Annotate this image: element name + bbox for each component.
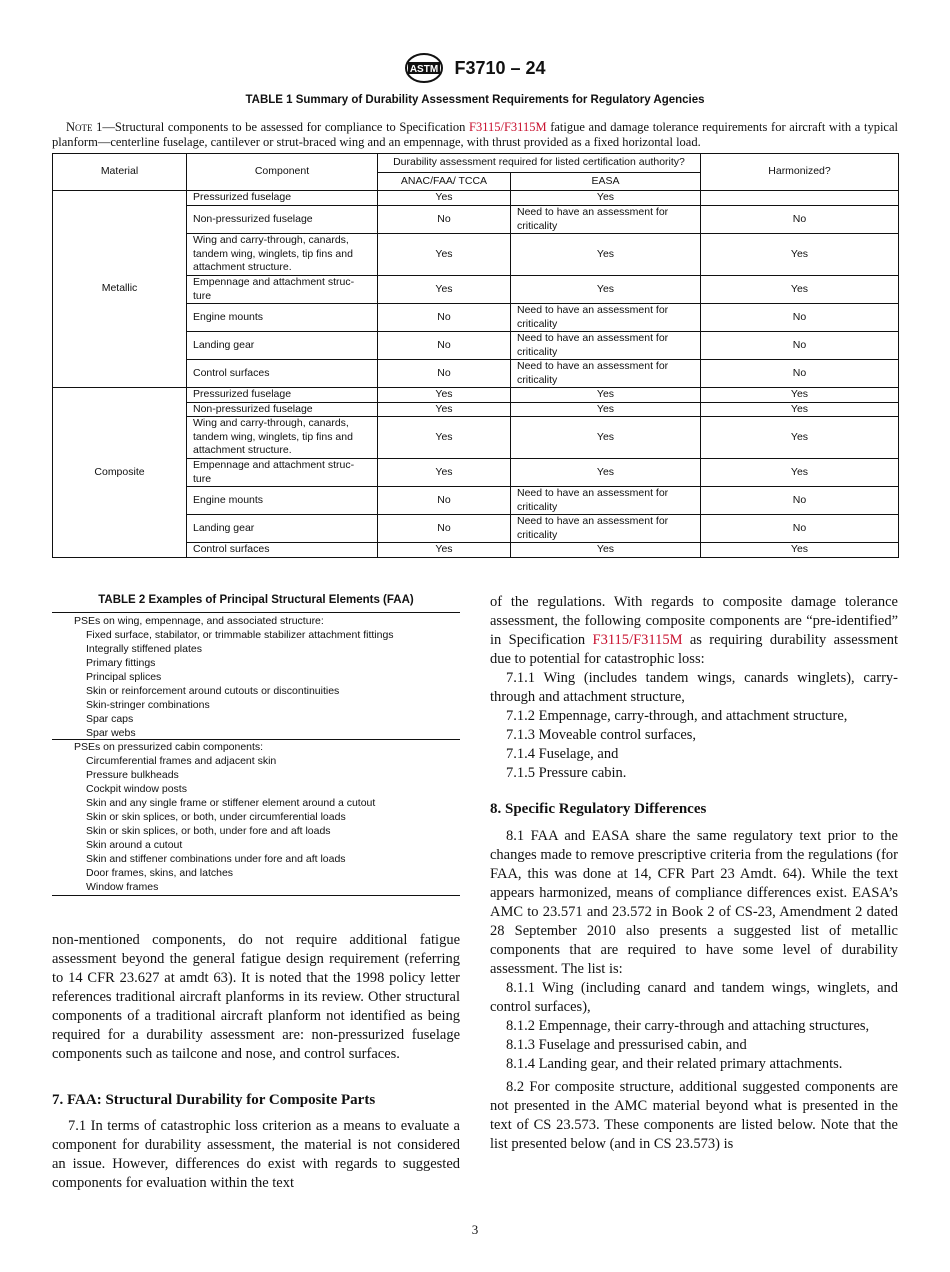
easa-cell: Need to have an assessment for criticality bbox=[511, 487, 701, 515]
paragraph: 7.1 In terms of catastrophic loss criterion as a means to evaluate a component for durability assessment, the material is not considered an issue. However, differences do exist with regards to suggested components for evaluation within the text bbox=[52, 1118, 460, 1191]
component-cell: Engine mounts bbox=[187, 487, 378, 515]
component-cell: Control surfaces bbox=[187, 543, 378, 558]
material-cell: Metallic bbox=[53, 191, 187, 388]
list-item: Primary fittings bbox=[86, 657, 156, 669]
easa-cell: Yes bbox=[511, 234, 701, 276]
faa-cell: Yes bbox=[378, 234, 511, 276]
list-item: Pressure bulkheads bbox=[86, 769, 179, 781]
list-item: Spar webs bbox=[86, 727, 136, 739]
harmonized-cell: Yes bbox=[701, 417, 899, 459]
component-cell: Wing and carry-through, canards, tandem wing, winglets, tip fins and attachment structure. bbox=[187, 417, 378, 459]
faa-cell: Yes bbox=[378, 543, 511, 558]
paragraph: non-mentioned components, do not require additional fatigue assessment beyond the general fatigue design requirement (referring to 14 CFR 23.627 at amdt 63). It is noted that the 1998 policy letter references traditional aircraft planforms in its review. Other structural components of a traditional aircraft planform not identified as being required for a durability assessment are: non-pressurized fuselage components such as tailcone and nose, and control surfaces. bbox=[52, 932, 460, 1062]
component-cell: Empennage and attachment struc-ture bbox=[187, 276, 378, 304]
right-column-top bbox=[490, 593, 898, 783]
list-item: 7.1.5 Pressure cabin. bbox=[506, 765, 627, 781]
faa-cell: Yes bbox=[378, 388, 511, 403]
note-text-before: —Structural components to be assessed for compliance to Specification bbox=[102, 120, 469, 134]
harmonized-cell: No bbox=[701, 515, 899, 543]
list-item: 7.1.2 Empennage, carry-through, and attachment structure, bbox=[506, 708, 848, 724]
table2-title: TABLE 2 Examples of Principal Structural Elements (FAA) bbox=[98, 594, 414, 606]
faa-cell: No bbox=[378, 304, 511, 332]
list-item: Skin around a cutout bbox=[86, 839, 183, 851]
list-item: 8.1.1 Wing (including canard and tandem wings, winglets, and control surfaces), bbox=[490, 980, 898, 1015]
table2-top-rule bbox=[52, 612, 460, 613]
component-cell: Non-pressurized fuselage bbox=[187, 402, 378, 417]
component-cell: Control surfaces bbox=[187, 360, 378, 388]
header-harmonized: Harmonized? bbox=[701, 154, 899, 191]
table2-section-heading: PSEs on wing, empennage, and associated structure: bbox=[74, 615, 324, 627]
header-easa: EASA bbox=[511, 173, 701, 191]
paragraph: 8.1 FAA and EASA share the same regulatory text prior to the changes made to remove prescriptive criteria from the regulations (for FAA, this was done at 14, CFR Part 23 Amdt. 64). While the text appears harmonized, means of compliance differences exist. EASA’s AMC to 23.571 and 23.572 in Book 2 of CS-23, Amendment 2 dated 28 September 2010 also presents a suggested list of metallic components that are required to have some level of durability assessment. The list is: bbox=[490, 828, 898, 977]
table2-section-wing bbox=[52, 614, 460, 740]
table-row bbox=[53, 191, 899, 206]
left-column-para71 bbox=[52, 1117, 460, 1193]
component-cell: Non-pressurized fuselage bbox=[187, 206, 378, 234]
list-item: Principal splices bbox=[86, 671, 162, 683]
easa-cell: Yes bbox=[511, 402, 701, 417]
svg-text:ASTM: ASTM bbox=[410, 64, 439, 75]
component-cell: Pressurized fuselage bbox=[187, 388, 378, 403]
list-item: Skin and any single frame or stiffener element around a cutout bbox=[86, 797, 376, 809]
left-column-para1 bbox=[52, 931, 460, 1064]
table1-title: TABLE 1 Summary of Durability Assessment Requirements for Regulatory Agencies bbox=[245, 94, 705, 106]
page-header bbox=[0, 52, 950, 84]
material-cell: Composite bbox=[53, 388, 187, 558]
faa-cell: Yes bbox=[378, 402, 511, 417]
component-cell: Engine mounts bbox=[187, 304, 378, 332]
faa-cell: Yes bbox=[378, 276, 511, 304]
harmonized-cell: Yes bbox=[701, 234, 899, 276]
harmonized-cell: Yes bbox=[701, 388, 899, 403]
spec-link[interactable]: F3115/F3115M bbox=[592, 632, 683, 648]
list-item: Circumferential frames and adjacent skin bbox=[86, 755, 277, 767]
faa-cell: Yes bbox=[378, 459, 511, 487]
harmonized-cell: No bbox=[701, 360, 899, 388]
list-item: Skin or skin splices, or both, under circumferential loads bbox=[86, 811, 346, 823]
component-cell: Landing gear bbox=[187, 332, 378, 360]
table-row bbox=[53, 388, 899, 403]
list-item: 7.1.1 Wing (includes tandem wings, canards winglets), carry-through and attachment structure, bbox=[490, 670, 898, 705]
easa-cell: Yes bbox=[511, 459, 701, 487]
easa-cell: Need to have an assessment for criticality bbox=[511, 515, 701, 543]
harmonized-cell: No bbox=[701, 487, 899, 515]
table2-bottom-rule bbox=[52, 895, 460, 896]
harmonized-cell: Yes bbox=[701, 402, 899, 417]
table2-section-cabin bbox=[52, 740, 460, 894]
easa-cell: Yes bbox=[511, 276, 701, 304]
list-item: Cockpit window posts bbox=[86, 783, 187, 795]
paragraph: 8.2 For composite structure, additional suggested components are not presented in the AMC material beyond what is presented in the text of CS 23.573. These components are listed below. Note that the list presented below (and in CS 23.573) is bbox=[490, 1079, 898, 1152]
easa-cell: Yes bbox=[511, 388, 701, 403]
harmonized-cell: No bbox=[701, 206, 899, 234]
harmonized-cell: No bbox=[701, 304, 899, 332]
section8-heading: 8. Specific Regulatory Differences bbox=[490, 801, 707, 817]
table2-section-heading: PSEs on pressurized cabin components: bbox=[74, 741, 264, 753]
list-item: 8.1.3 Fuselage and pressurised cabin, and bbox=[506, 1037, 747, 1053]
list-item: Door frames, skins, and latches bbox=[86, 867, 234, 879]
header-material: Material bbox=[53, 154, 187, 191]
list-item: Skin-stringer combinations bbox=[86, 699, 210, 711]
easa-cell: Yes bbox=[511, 543, 701, 558]
easa-cell: Need to have an assessment for criticality bbox=[511, 304, 701, 332]
note-spec-link[interactable]: F3115/F3115M bbox=[469, 120, 547, 134]
component-cell: Empennage and attachment struc-ture bbox=[187, 459, 378, 487]
header-group: Durability assessment required for listed certification authority? bbox=[378, 154, 701, 173]
easa-cell: Need to have an assessment for criticality bbox=[511, 206, 701, 234]
list-item: Skin and stiffener combinations under fore and aft loads bbox=[86, 853, 346, 865]
list-item: Spar caps bbox=[86, 713, 134, 725]
paragraph bbox=[490, 593, 898, 669]
harmonized-cell: Yes bbox=[701, 543, 899, 558]
faa-cell: No bbox=[378, 332, 511, 360]
list-item: Window frames bbox=[86, 881, 159, 893]
header-faa: ANAC/FAA/ TCCA bbox=[378, 173, 511, 191]
table1-note bbox=[52, 120, 898, 150]
faa-cell: No bbox=[378, 487, 511, 515]
header-component: Component bbox=[187, 154, 378, 191]
list-item: 8.1.4 Landing gear, and their related primary attachments. bbox=[506, 1056, 843, 1072]
astm-logo-icon bbox=[404, 52, 444, 84]
list-item: Fixed surface, stabilator, or trimmable stabilizer attachment fittings bbox=[86, 629, 394, 641]
component-cell: Wing and carry-through, canards, tandem wing, winglets, tip fins and attachment structure. bbox=[187, 234, 378, 276]
faa-cell: Yes bbox=[378, 191, 511, 206]
harmonized-cell: No bbox=[701, 332, 899, 360]
document-designation: F3710 – 24 bbox=[454, 57, 546, 78]
section7-heading: 7. FAA: Structural Durability for Composite Parts bbox=[52, 1092, 376, 1108]
harmonized-cell: Yes bbox=[701, 276, 899, 304]
faa-cell: Yes bbox=[378, 417, 511, 459]
harmonized-cell: Yes bbox=[701, 459, 899, 487]
list-item: Skin or reinforcement around cutouts or discontinuities bbox=[86, 685, 340, 697]
list-item: 8.1.2 Empennage, their carry-through and attaching structures, bbox=[506, 1018, 870, 1034]
note-text-after: fatigue and damage tolerance requirements for aircraft with a typical planform—centerline fuselage, cantilever or strut-braced wing and an empennage, with thrust provided as a fixed horizontal load. bbox=[52, 120, 898, 149]
list-item: 7.1.3 Moveable control surfaces, bbox=[506, 727, 697, 743]
para-cont-before: of the regulations. With regards to composite damage tolerance assessment, the following composite components are “pre-identified” in Specification bbox=[490, 594, 898, 648]
easa-cell: Yes bbox=[511, 417, 701, 459]
faa-cell: No bbox=[378, 515, 511, 543]
para-cont-after: as requiring durability assessment due to potential for catastrophic loss: bbox=[490, 632, 899, 667]
component-cell: Landing gear bbox=[187, 515, 378, 543]
list-item: Skin or skin splices, or both, under fore and aft loads bbox=[86, 825, 331, 837]
component-cell: Pressurized fuselage bbox=[187, 191, 378, 206]
note-label: Note 1 bbox=[66, 120, 103, 134]
table1 bbox=[52, 153, 899, 558]
page-number: 3 bbox=[471, 1222, 479, 1237]
list-item: 7.1.4 Fuselage, and bbox=[506, 746, 619, 762]
faa-cell: No bbox=[378, 206, 511, 234]
right-column-section8 bbox=[490, 827, 898, 1154]
faa-cell: No bbox=[378, 360, 511, 388]
easa-cell: Need to have an assessment for criticality bbox=[511, 360, 701, 388]
list-item: Integrally stiffened plates bbox=[86, 643, 202, 655]
easa-cell: Need to have an assessment for criticality bbox=[511, 332, 701, 360]
harmonized-cell bbox=[701, 191, 899, 206]
easa-cell: Yes bbox=[511, 191, 701, 206]
